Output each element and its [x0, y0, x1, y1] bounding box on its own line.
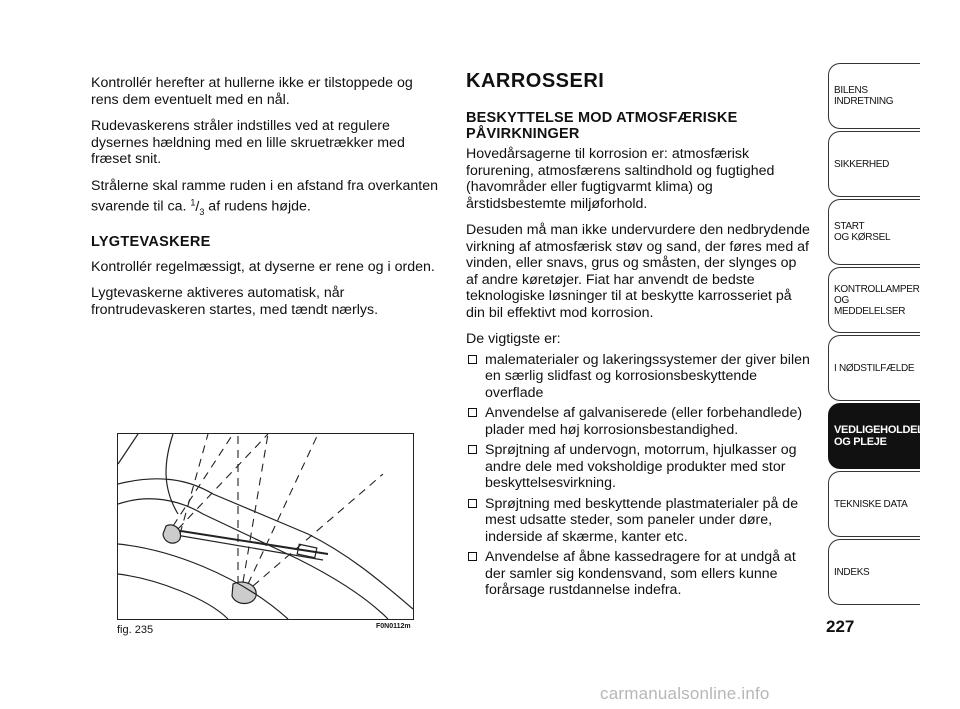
figure-caption: fig. 235 — [117, 624, 154, 636]
paragraph-nozzle-check: Kontrollér herefter at hullerne ikke er tilstoppede og rens dem eventuelt med en nål. — [91, 75, 413, 108]
tab-start-og-korsel[interactable] — [828, 199, 920, 265]
list-item — [466, 496, 812, 546]
paragraph-headlamp-check: Kontrollér regelmæssigt, at dyserne er rene og i orden. — [91, 258, 435, 275]
heading-lygtevaskere: LYGTEVASKERE — [91, 234, 211, 251]
fraction-one-third — [190, 199, 204, 215]
fraction-separator: / — [195, 198, 200, 215]
list-item — [466, 352, 812, 402]
figure-headlamp-washer — [117, 433, 414, 620]
right-column — [466, 70, 812, 603]
paragraph-headlamp-auto: Lygtevaskerne aktiveres automatisk, når frontrudevaskeren startes, med tændt nærlys. — [91, 285, 379, 318]
tab-label: SIKKERHED — [834, 158, 890, 170]
checkbox-bullet-icon — [468, 552, 477, 561]
paragraph-nozzle-adjust: Rudevaskerens stråler indstilles ved at regulere dysernes hældning med en lille skruetrækker med fræset snit. — [91, 118, 405, 167]
list-item-text: Anvendelse af åbne kassedragere for at undgå at der samler sig kondensvand, som ellers kunne forårsage rustdannelse indefra. — [485, 549, 796, 598]
watermark: carmanualsonline.info — [600, 684, 770, 703]
protection-list — [466, 352, 812, 599]
checkbox-bullet-icon — [468, 355, 477, 364]
tab-sikkerhed[interactable] — [828, 131, 920, 197]
tab-label: BILENS INDRETNING — [834, 85, 894, 107]
tab-bilens-indretning[interactable] — [828, 63, 920, 129]
tab-label: INDEKS — [834, 566, 870, 578]
list-item — [466, 549, 812, 599]
section-subtitle: BESKYTTELSE MOD ATMOSFÆRISKE PÅVIRKNINGER — [466, 110, 738, 142]
left-column — [91, 75, 441, 328]
tab-vedligeholdelse-og-pleje[interactable] — [828, 403, 938, 469]
tab-i-nodstilfaelde[interactable] — [828, 335, 920, 401]
tab-label: KONTROLLAMPER OG MEDDELELSER — [834, 283, 920, 317]
paragraph-most-important: De vigtigste er: — [466, 331, 561, 347]
tab-indeks[interactable] — [828, 539, 920, 605]
list-item-text: Sprøjtning af undervogn, motorrum, hjulkasser og andre dele med voksholdige produkter med stor beskyttelsesvirkning. — [485, 442, 797, 491]
tab-kontrollamper[interactable] — [828, 267, 920, 333]
list-item — [466, 405, 812, 438]
section-title: KARROSSERI — [466, 70, 605, 92]
paragraph-corrosion-dust: Desuden må man ikke undervurdere den nedbrydende virkning af atmosfærisk støv og sand, der føres med af vinden, eller snavs, grus og småsten, der slynges op af andre køretøjer. Fiat har anvendt de bedste teknologiske løsninger til at beskytte karrosseriet på din bil effektivt mod korrosion. — [466, 222, 810, 321]
list-item — [466, 442, 812, 492]
checkbox-bullet-icon — [468, 445, 477, 454]
tab-label: TEKNISKE DATA — [834, 498, 908, 510]
list-item-text: malematerialer og lakeringssystemer der giver bilen en særlig slidfast og korrosionsbeskyttende overflade — [485, 351, 810, 401]
figure-code: F0N0112m — [376, 623, 411, 630]
list-item-text: Anvendelse af galvaniserede (eller forbehandlede) plader med høj korrosionsbestandighed. — [485, 405, 803, 438]
tab-label: START OG KØRSEL — [834, 221, 891, 243]
tab-label: I NØDSTILFÆLDE — [834, 362, 915, 374]
page-number: 227 — [826, 617, 855, 636]
fraction-numerator: 1 — [190, 197, 196, 207]
headlamp-washer-illustration — [118, 434, 413, 619]
paragraph-spray-distance — [91, 178, 441, 221]
spray-distance-text-start: Strålerne skal ramme ruden i en afstand fra overkanten svarende til ca. — [91, 177, 438, 215]
checkbox-bullet-icon — [468, 499, 477, 508]
tab-tekniske-data[interactable] — [828, 471, 920, 537]
checkbox-bullet-icon — [468, 408, 477, 417]
list-item-text: Sprøjtning med beskyttende plastmaterialer på de mest udsatte steder, som paneler under døre, inderside af skærme, kanter etc. — [485, 495, 799, 545]
spray-distance-text-end: af rudens højde. — [204, 198, 311, 215]
tab-label: VEDLIGEHOLDELSE OG PLEJE — [834, 424, 938, 448]
paragraph-corrosion-causes: Hovedårsagerne til korrosion er: atmosfærisk forurening, atmosfærens saltindhold og fugtighed (havområder eller fugtigvarmt klima) og årstidsbestemte miljøforhold. — [466, 146, 775, 212]
fraction-denominator: 3 — [199, 206, 205, 217]
